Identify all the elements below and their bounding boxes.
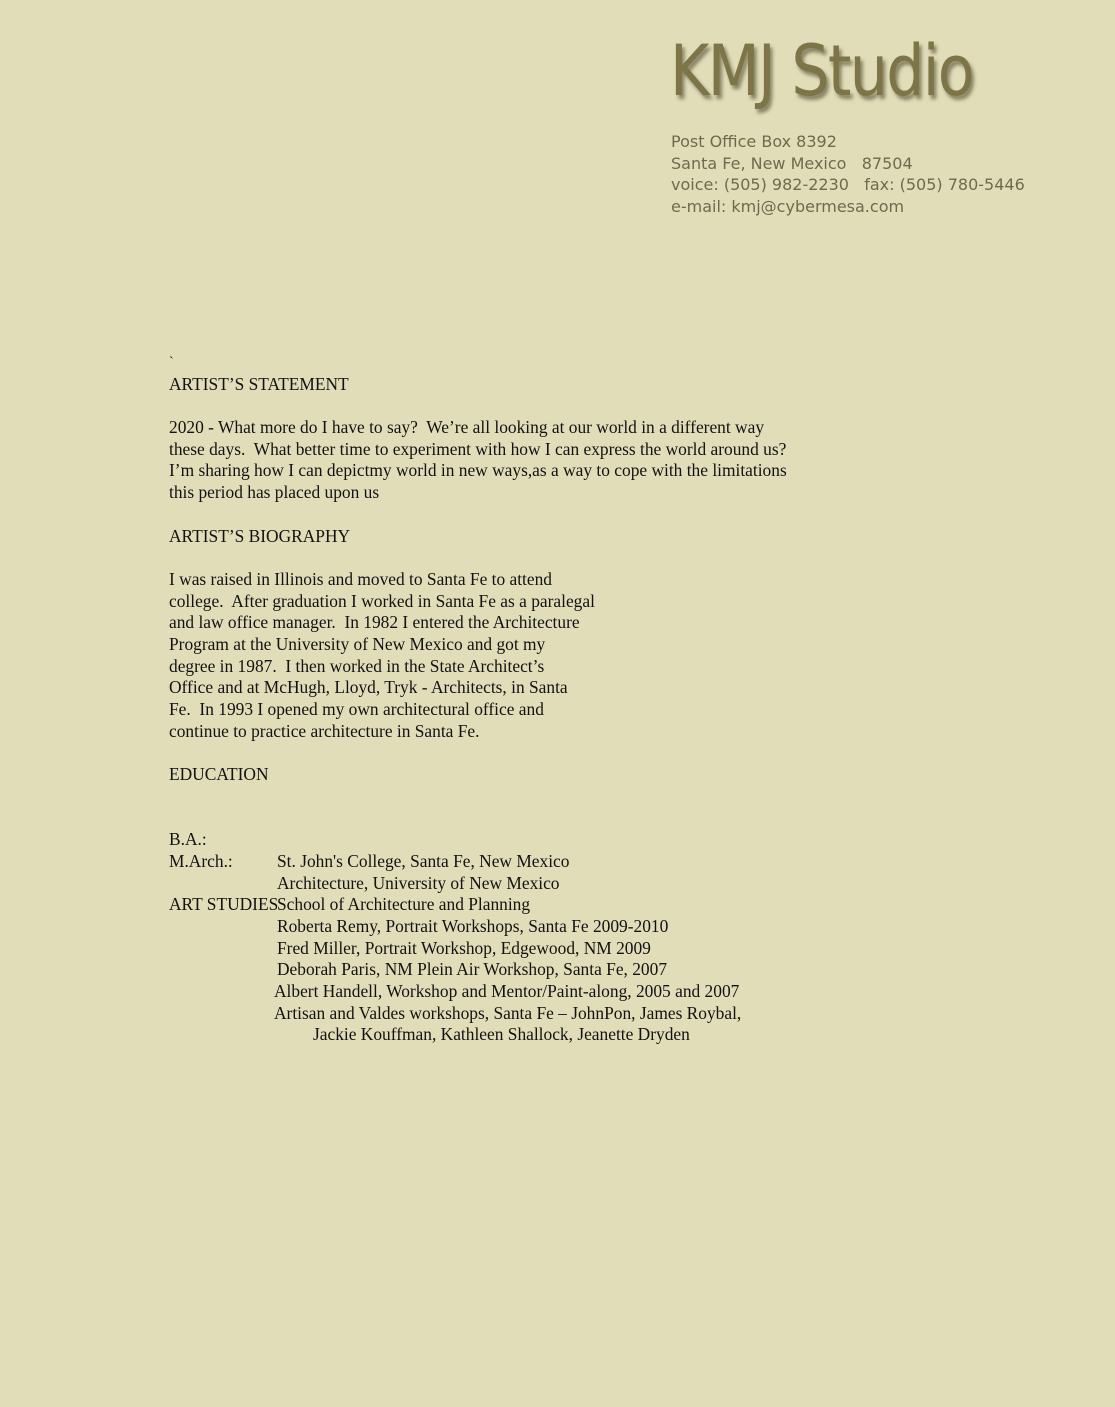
art-studies-list: [169, 916, 889, 1046]
art-studies-heading: ART STUDIES: [169, 894, 279, 915]
spacer: [169, 395, 889, 417]
spacer: [169, 547, 889, 569]
art-study-item: Roberta Remy, Portrait Workshops, Santa Fe 2009-2010: [277, 915, 669, 936]
spacer: [169, 786, 889, 808]
statement-line: this period has placed upon us: [169, 482, 380, 503]
biography-line: degree in 1987. I then worked in the State Architect’s: [169, 655, 545, 676]
spacer: [169, 742, 889, 764]
education-degree: B.A.:: [169, 829, 207, 850]
letterhead-address: [671, 131, 1025, 218]
biography-paragraph: [169, 569, 889, 743]
biography-line: and law office manager. In 1982 I entered the Architecture: [169, 612, 580, 633]
art-study-item: Artisan and Valdes workshops, Santa Fe – JohnPon, James Roybal,: [274, 1002, 742, 1023]
stray-backtick-mark: `: [169, 355, 174, 370]
biography-line: college. After graduation I worked in Santa Fe as a paralegal: [169, 590, 595, 611]
art-study-item: Deborah Paris, NM Plein Air Workshop, Santa Fe, 2007: [277, 959, 668, 980]
statement-heading: ARTIST’S STATEMENT: [169, 373, 349, 394]
education-heading: EDUCATION: [169, 764, 269, 785]
biography-line: Fe. In 1993 I opened my own architectural office and: [169, 699, 544, 719]
statement-line: these days. What better time to experiment with how I can express the world around us?: [169, 438, 787, 459]
art-study-item: Albert Handell, Workshop and Mentor/Paint-along, 2005 and 2007: [274, 980, 740, 1001]
biography-line: Program at the University of New Mexico and got my: [169, 633, 546, 654]
art-study-item-continuation: Jackie Kouffman, Kathleen Shallock, Jeanette Dryden: [313, 1024, 690, 1045]
art-study-item: Fred Miller, Portrait Workshop, Edgewood, NM 2009: [277, 937, 651, 958]
education-degree: M.Arch.:: [169, 850, 233, 871]
education-school: St. John's College, Santa Fe, New Mexico: [277, 850, 570, 871]
biography-line: I was raised in Illinois and moved to Santa Fe to attend: [169, 568, 553, 589]
document-body: [169, 352, 889, 1046]
education-school: Architecture, University of New Mexico: [277, 872, 560, 893]
education-school: School of Architecture and Planning: [277, 894, 531, 915]
studio-logo: KMJ Studio: [670, 30, 973, 112]
biography-line: Office and at McHugh, Lloyd, Tryk - Architects, in Santa: [169, 677, 568, 698]
address-line-email: e-mail: kmj@cybermesa.com: [671, 197, 905, 217]
biography-heading: ARTIST’S BIOGRAPHY: [169, 525, 351, 546]
statement-line: I’m sharing how I can depictmy world in new ways,as a way to cope with the limitations: [169, 460, 787, 481]
spacer: [169, 504, 889, 526]
statement-line: 2020 - What more do I have to say? We’re all looking at our world in a different way: [169, 417, 765, 438]
address-line-phone-fax: voice: (505) 982-2230 fax: (505) 780-5446: [671, 175, 1025, 195]
biography-line: continue to practice architecture in Santa Fe.: [169, 720, 480, 741]
address-line-po-box: Post Office Box 8392: [671, 132, 837, 151]
statement-paragraph: [169, 417, 889, 504]
address-line-city: Santa Fe, New Mexico 87504: [671, 153, 913, 173]
